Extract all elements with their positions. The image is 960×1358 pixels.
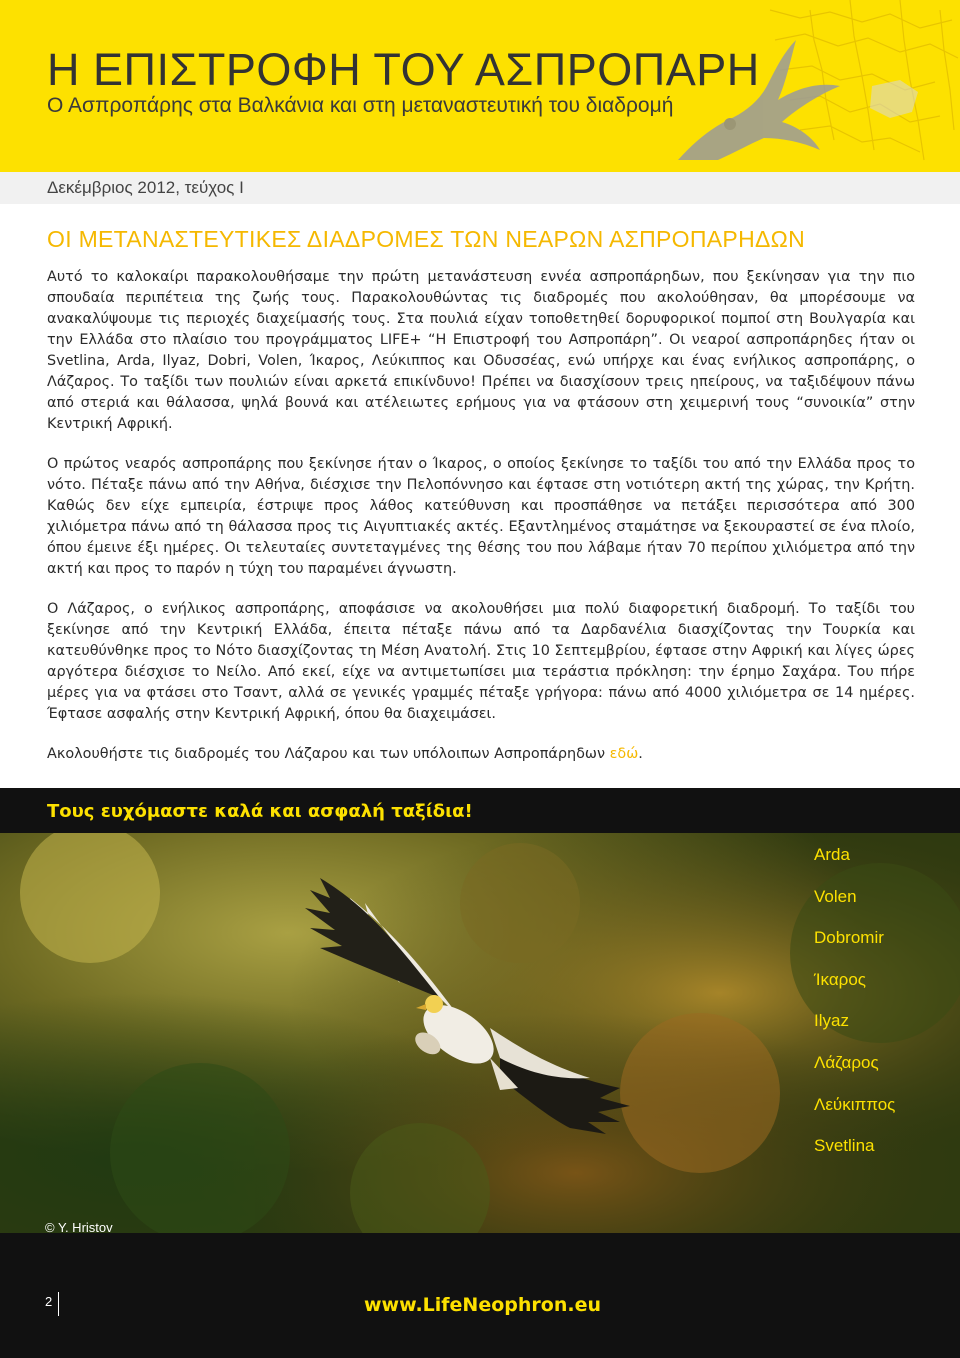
article-paragraph-2: Ο πρώτος νεαρός ασπροπάρης που ξεκίνησε ήταν ο Ίκαρος, ο οποίος ξεκίνησε το ταξίδι του από την Ελλάδα προς το νότο. Πέταξε πάνω από την Αθήνα, διέσχισε την Πελοπόννησο και έφτασε στη νοτιότερη ακτή της χώρας, την Κρήτη. Καθώς δεν είχε εμπειρία, έστριψε προς λάθος κατεύθυνση και προσπάθησε να πετάξει περισσότερα από 300 χιλιόμετρα πάνω από τη θάλασσα προς τις Αιγυπτιακές ακτές. Εξαντλημένος σταμάτησε να ξεκουραστεί σε ένα πλοίο, όπου έμεινε έξι ημέρες. Οι τελευταίες συντεταγμένες της θέσης του που λάβαμε ήταν 70 περίπου χιλιόμετρα από την ακτή και προς το παρόν η τύχη του παραμένει άγνωστη. bbox=[47, 456, 915, 577]
bird-name-item[interactable]: Λεύκιππος bbox=[814, 1094, 896, 1114]
page-divider bbox=[58, 1292, 59, 1316]
photo-credit: © Y. Hristov bbox=[45, 1220, 113, 1235]
follow-text: Ακολουθήστε τις διαδρομές του Λάζαρου και των υπόλοιπων Ασπροπάρηδων bbox=[47, 746, 606, 762]
wish-heading: Τους ευχόμαστε καλά και ασφαλή ταξίδια! bbox=[47, 801, 473, 822]
article-paragraph-1: Αυτό το καλοκαίρι παρακολουθήσαμε την πρώτη μετανάστευση εννέα ασπροπάρηδων, που ξεκίνησαν για την πιο σπουδαία περιπέτεια της ζωής τους. Παρακολουθώντας τις διαδρομές που ακολούθησαν, θα μπορέσουμε να ανακαλύψουμε τις περιοχές διαχείμασής τους. Στα πουλιά είχαν τοποθετηθεί δορυφορικοί πομποί στη Βουλγαρία και την Ελλάδα στο πλαίσιο του προγράμματος LIFE+ “Η Επιστροφή του Ασπροπάρη”. Οι νεαροί ασπροπάρηδες ήταν οι Svetlina, Arda, Ilyaz, Dobri, Volen, Ίκαρος, Λεύκιππος και Οδυσσέας, ενώ υπήρχε και ένας ενήλικος ασπροπάρης, ο Λάζαρος. Το ταξίδι των πουλιών είναι αρκετά επικίνδυνο! Πρέπει να διασχίσουν τρεις ηπείρους, να ταξιδέψουν πάνω από στεριά και θάλασσα, ψηλά βουνά και ατέλειωτες ερήμους για να φτάσουν στη χειμερινή τους “συνοικία” στην Κεντρική Αφρική. bbox=[47, 269, 915, 432]
newsletter-title: Η ΕΠΙΣΤΡΟΦΗ ΤΟΥ ΑΣΠΡΟΠΑΡΗ bbox=[47, 44, 760, 95]
here-link[interactable]: εδώ bbox=[609, 746, 639, 762]
article-title: ΟΙ ΜΕΤΑΝΑΣΤΕΥΤΙΚΕΣ ΔΙΑΔΡΟΜΕΣ ΤΩΝ ΝΕΑΡΩΝ ΑΣΠΡΟΠΑΡΗΔΩΝ bbox=[47, 226, 806, 252]
article-paragraph-4 bbox=[47, 744, 915, 765]
bird-names-list bbox=[814, 844, 954, 1177]
newsletter-subtitle: Ο Ασπροπάρης στα Βαλκάνια και στη μεταναστευτική του διαδρομή bbox=[47, 94, 674, 117]
website-link[interactable]: www.LifeNeophron.eu bbox=[364, 1294, 601, 1316]
issue-label: Δεκέμβριος 2012, τεύχος I bbox=[47, 178, 244, 197]
article bbox=[47, 226, 915, 784]
bird-name-item[interactable]: Ilyaz bbox=[814, 1011, 849, 1031]
page-number: 2 bbox=[45, 1294, 53, 1309]
article-paragraph-3: Ο Λάζαρος, ο ενήλικος ασπροπάρης, αποφάσισε να ακολουθήσει μια πολύ διαφορετική διαδρομή. Το ταξίδι του ξεκίνησε από την Κεντρική Ελλάδα, έπειτα πέταξε πάνω από τα Δαρδανέλια διασχίζοντας την Τουρκία και κατευθύνθηκε προς το Νότο διασχίζοντας τη Μέση Ανατολή. Στις 10 Σεπτεμβρίου, έφτασε στην Αφρική και λίγες ώρες αργότερα διέσχισε το Νείλο. Από εκεί, είχε να αντιμετωπίσει μια τεράστια πρόκληση: την έρημο Σαχάρα. Του πήρε μέρες για να φτάσει στο Τσαντ, αλλά σε γενικές γραμμές πέταξε γρήγορα: πάνω από 4000 χιλιόμετρα σε 14 ημέρες. Έφτασε ασφαλής στην Κεντρική Αφρική, όπου θα διαχειμάσει. bbox=[47, 601, 915, 722]
bird-name-item[interactable]: Dobromir bbox=[814, 928, 884, 948]
bird-name-item[interactable]: Λάζαρος bbox=[814, 1052, 879, 1072]
bird-name-item[interactable]: Ίκαρος bbox=[814, 969, 866, 989]
bird-name-item[interactable]: Svetlina bbox=[814, 1136, 875, 1156]
header-banner bbox=[0, 0, 960, 172]
bird-name-item[interactable]: Arda bbox=[814, 845, 850, 864]
follow-end: . bbox=[638, 746, 643, 762]
bird-name-item[interactable]: Volen bbox=[814, 886, 857, 906]
issue-band bbox=[0, 172, 960, 204]
